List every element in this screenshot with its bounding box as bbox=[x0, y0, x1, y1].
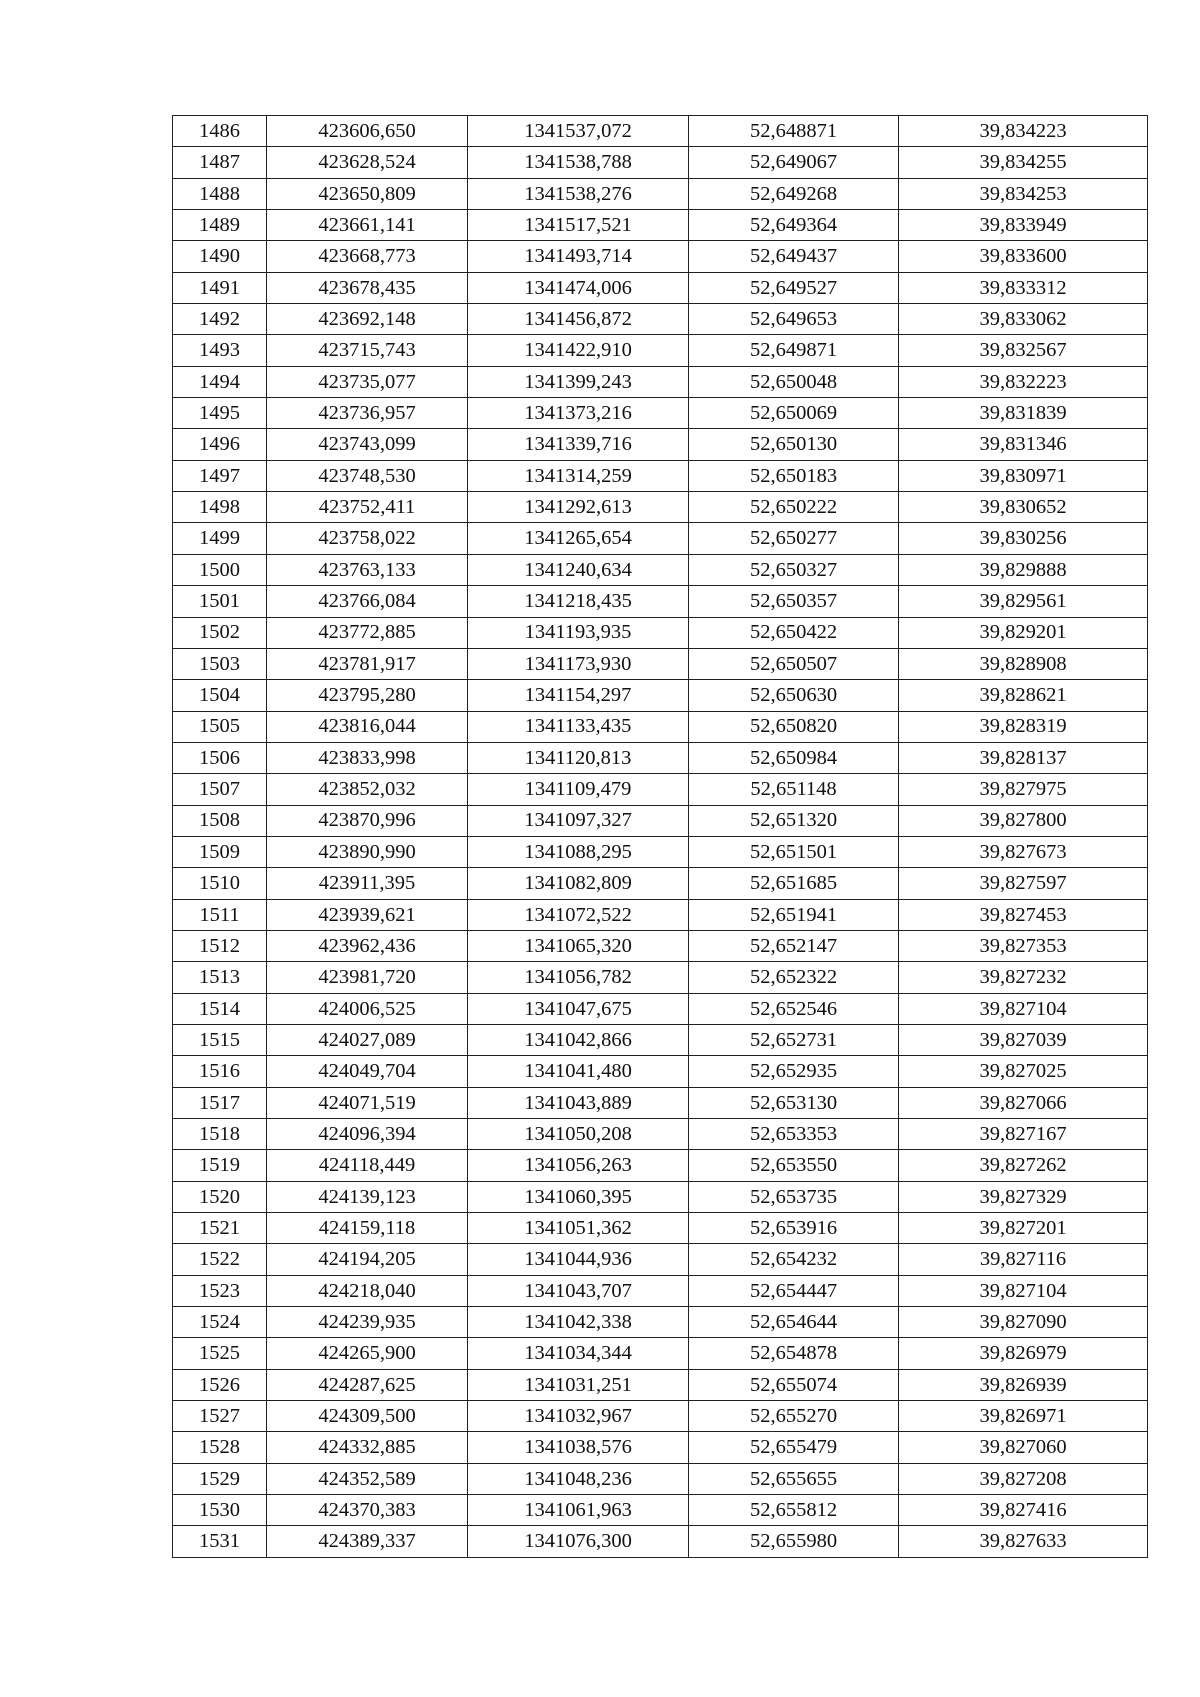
longitude-cell: 39,827800 bbox=[899, 805, 1148, 836]
x-coordinate-cell: 424049,704 bbox=[267, 1056, 468, 1087]
longitude-cell: 39,829888 bbox=[899, 554, 1148, 585]
x-coordinate-cell: 423939,621 bbox=[267, 899, 468, 930]
table-row bbox=[173, 805, 1148, 836]
latitude-cell: 52,651501 bbox=[689, 836, 899, 867]
longitude-cell: 39,827090 bbox=[899, 1307, 1148, 1338]
x-coordinate-cell: 423795,280 bbox=[267, 680, 468, 711]
point-number-cell: 1517 bbox=[173, 1087, 267, 1118]
latitude-cell: 52,655655 bbox=[689, 1463, 899, 1494]
point-number-cell: 1512 bbox=[173, 930, 267, 961]
point-number-cell: 1494 bbox=[173, 366, 267, 397]
x-coordinate-cell: 424194,205 bbox=[267, 1244, 468, 1275]
latitude-cell: 52,652322 bbox=[689, 962, 899, 993]
x-coordinate-cell: 423715,743 bbox=[267, 335, 468, 366]
latitude-cell: 52,650422 bbox=[689, 617, 899, 648]
longitude-cell: 39,834223 bbox=[899, 116, 1148, 147]
longitude-cell: 39,831346 bbox=[899, 429, 1148, 460]
point-number-cell: 1528 bbox=[173, 1432, 267, 1463]
y-coordinate-cell: 1341120,813 bbox=[468, 742, 689, 773]
x-coordinate-cell: 424309,500 bbox=[267, 1401, 468, 1432]
point-number-cell: 1487 bbox=[173, 147, 267, 178]
point-number-cell: 1522 bbox=[173, 1244, 267, 1275]
y-coordinate-cell: 1341493,714 bbox=[468, 241, 689, 272]
point-number-cell: 1507 bbox=[173, 774, 267, 805]
latitude-cell: 52,654644 bbox=[689, 1307, 899, 1338]
x-coordinate-cell: 423748,530 bbox=[267, 460, 468, 491]
y-coordinate-cell: 1341538,788 bbox=[468, 147, 689, 178]
table-row bbox=[173, 492, 1148, 523]
point-number-cell: 1523 bbox=[173, 1275, 267, 1306]
x-coordinate-cell: 423870,996 bbox=[267, 805, 468, 836]
longitude-cell: 39,827416 bbox=[899, 1495, 1148, 1526]
point-number-cell: 1486 bbox=[173, 116, 267, 147]
y-coordinate-cell: 1341193,935 bbox=[468, 617, 689, 648]
y-coordinate-cell: 1341043,889 bbox=[468, 1087, 689, 1118]
point-number-cell: 1526 bbox=[173, 1369, 267, 1400]
table-row bbox=[173, 241, 1148, 272]
latitude-cell: 52,650130 bbox=[689, 429, 899, 460]
y-coordinate-cell: 1341240,634 bbox=[468, 554, 689, 585]
table-row bbox=[173, 366, 1148, 397]
x-coordinate-cell: 423781,917 bbox=[267, 648, 468, 679]
latitude-cell: 52,654878 bbox=[689, 1338, 899, 1369]
y-coordinate-cell: 1341538,276 bbox=[468, 178, 689, 209]
y-coordinate-cell: 1341109,479 bbox=[468, 774, 689, 805]
latitude-cell: 52,654232 bbox=[689, 1244, 899, 1275]
longitude-cell: 39,827232 bbox=[899, 962, 1148, 993]
x-coordinate-cell: 423833,998 bbox=[267, 742, 468, 773]
y-coordinate-cell: 1341050,208 bbox=[468, 1119, 689, 1150]
latitude-cell: 52,653130 bbox=[689, 1087, 899, 1118]
y-coordinate-cell: 1341034,344 bbox=[468, 1338, 689, 1369]
longitude-cell: 39,827262 bbox=[899, 1150, 1148, 1181]
point-number-cell: 1501 bbox=[173, 586, 267, 617]
x-coordinate-cell: 423650,809 bbox=[267, 178, 468, 209]
y-coordinate-cell: 1341292,613 bbox=[468, 492, 689, 523]
table-row bbox=[173, 711, 1148, 742]
point-number-cell: 1509 bbox=[173, 836, 267, 867]
point-number-cell: 1504 bbox=[173, 680, 267, 711]
longitude-cell: 39,826979 bbox=[899, 1338, 1148, 1369]
y-coordinate-cell: 1341038,576 bbox=[468, 1432, 689, 1463]
longitude-cell: 39,827353 bbox=[899, 930, 1148, 961]
point-number-cell: 1515 bbox=[173, 1024, 267, 1055]
x-coordinate-cell: 423661,141 bbox=[267, 210, 468, 241]
latitude-cell: 52,651685 bbox=[689, 868, 899, 899]
longitude-cell: 39,833312 bbox=[899, 272, 1148, 303]
table-row bbox=[173, 868, 1148, 899]
x-coordinate-cell: 423628,524 bbox=[267, 147, 468, 178]
table-row bbox=[173, 1087, 1148, 1118]
y-coordinate-cell: 1341056,263 bbox=[468, 1150, 689, 1181]
point-number-cell: 1495 bbox=[173, 398, 267, 429]
longitude-cell: 39,832567 bbox=[899, 335, 1148, 366]
x-coordinate-cell: 424096,394 bbox=[267, 1119, 468, 1150]
latitude-cell: 52,653353 bbox=[689, 1119, 899, 1150]
longitude-cell: 39,833600 bbox=[899, 241, 1148, 272]
latitude-cell: 52,649364 bbox=[689, 210, 899, 241]
table-row bbox=[173, 1213, 1148, 1244]
table-row bbox=[173, 962, 1148, 993]
table-row bbox=[173, 398, 1148, 429]
x-coordinate-cell: 424332,885 bbox=[267, 1432, 468, 1463]
x-coordinate-cell: 423735,077 bbox=[267, 366, 468, 397]
table-row bbox=[173, 147, 1148, 178]
longitude-cell: 39,828137 bbox=[899, 742, 1148, 773]
table-row bbox=[173, 335, 1148, 366]
longitude-cell: 39,827208 bbox=[899, 1463, 1148, 1494]
x-coordinate-cell: 424006,525 bbox=[267, 993, 468, 1024]
longitude-cell: 39,830971 bbox=[899, 460, 1148, 491]
y-coordinate-cell: 1341537,072 bbox=[468, 116, 689, 147]
latitude-cell: 52,650820 bbox=[689, 711, 899, 742]
x-coordinate-cell: 423752,411 bbox=[267, 492, 468, 523]
table-row bbox=[173, 210, 1148, 241]
latitude-cell: 52,652546 bbox=[689, 993, 899, 1024]
y-coordinate-cell: 1341373,216 bbox=[468, 398, 689, 429]
table-row bbox=[173, 680, 1148, 711]
latitude-cell: 52,650222 bbox=[689, 492, 899, 523]
point-number-cell: 1525 bbox=[173, 1338, 267, 1369]
y-coordinate-cell: 1341061,963 bbox=[468, 1495, 689, 1526]
x-coordinate-cell: 424370,383 bbox=[267, 1495, 468, 1526]
point-number-cell: 1521 bbox=[173, 1213, 267, 1244]
y-coordinate-cell: 1341517,521 bbox=[468, 210, 689, 241]
y-coordinate-cell: 1341060,395 bbox=[468, 1181, 689, 1212]
longitude-cell: 39,827633 bbox=[899, 1526, 1148, 1557]
latitude-cell: 52,650327 bbox=[689, 554, 899, 585]
latitude-cell: 52,653735 bbox=[689, 1181, 899, 1212]
table-row bbox=[173, 1275, 1148, 1306]
table-row bbox=[173, 1338, 1148, 1369]
longitude-cell: 39,826971 bbox=[899, 1401, 1148, 1432]
latitude-cell: 52,650507 bbox=[689, 648, 899, 679]
y-coordinate-cell: 1341218,435 bbox=[468, 586, 689, 617]
y-coordinate-cell: 1341042,866 bbox=[468, 1024, 689, 1055]
table-row bbox=[173, 429, 1148, 460]
longitude-cell: 39,827116 bbox=[899, 1244, 1148, 1275]
longitude-cell: 39,828621 bbox=[899, 680, 1148, 711]
x-coordinate-cell: 423668,773 bbox=[267, 241, 468, 272]
x-coordinate-cell: 424389,337 bbox=[267, 1526, 468, 1557]
table-row bbox=[173, 930, 1148, 961]
table-row bbox=[173, 460, 1148, 491]
longitude-cell: 39,831839 bbox=[899, 398, 1148, 429]
table-row bbox=[173, 648, 1148, 679]
x-coordinate-cell: 423743,099 bbox=[267, 429, 468, 460]
point-number-cell: 1498 bbox=[173, 492, 267, 523]
y-coordinate-cell: 1341048,236 bbox=[468, 1463, 689, 1494]
y-coordinate-cell: 1341032,967 bbox=[468, 1401, 689, 1432]
latitude-cell: 52,655479 bbox=[689, 1432, 899, 1463]
longitude-cell: 39,826939 bbox=[899, 1369, 1148, 1400]
table-row bbox=[173, 586, 1148, 617]
y-coordinate-cell: 1341072,522 bbox=[468, 899, 689, 930]
table-row bbox=[173, 1463, 1148, 1494]
latitude-cell: 52,649437 bbox=[689, 241, 899, 272]
table-row bbox=[173, 1181, 1148, 1212]
y-coordinate-cell: 1341154,297 bbox=[468, 680, 689, 711]
latitude-cell: 52,653916 bbox=[689, 1213, 899, 1244]
table-row bbox=[173, 1401, 1148, 1432]
longitude-cell: 39,827060 bbox=[899, 1432, 1148, 1463]
coordinates-table-body bbox=[173, 116, 1148, 1558]
latitude-cell: 52,652147 bbox=[689, 930, 899, 961]
point-number-cell: 1527 bbox=[173, 1401, 267, 1432]
y-coordinate-cell: 1341265,654 bbox=[468, 523, 689, 554]
table-row bbox=[173, 617, 1148, 648]
latitude-cell: 52,655270 bbox=[689, 1401, 899, 1432]
longitude-cell: 39,827329 bbox=[899, 1181, 1148, 1212]
point-number-cell: 1497 bbox=[173, 460, 267, 491]
longitude-cell: 39,828319 bbox=[899, 711, 1148, 742]
point-number-cell: 1490 bbox=[173, 241, 267, 272]
y-coordinate-cell: 1341051,362 bbox=[468, 1213, 689, 1244]
x-coordinate-cell: 423911,395 bbox=[267, 868, 468, 899]
point-number-cell: 1529 bbox=[173, 1463, 267, 1494]
coordinates-table bbox=[172, 115, 1148, 1558]
table-row bbox=[173, 1369, 1148, 1400]
longitude-cell: 39,834253 bbox=[899, 178, 1148, 209]
latitude-cell: 52,655074 bbox=[689, 1369, 899, 1400]
x-coordinate-cell: 424265,900 bbox=[267, 1338, 468, 1369]
x-coordinate-cell: 423772,885 bbox=[267, 617, 468, 648]
point-number-cell: 1513 bbox=[173, 962, 267, 993]
latitude-cell: 52,650069 bbox=[689, 398, 899, 429]
x-coordinate-cell: 423852,032 bbox=[267, 774, 468, 805]
latitude-cell: 52,649067 bbox=[689, 147, 899, 178]
table-row bbox=[173, 1024, 1148, 1055]
point-number-cell: 1514 bbox=[173, 993, 267, 1024]
latitude-cell: 52,655980 bbox=[689, 1526, 899, 1557]
point-number-cell: 1511 bbox=[173, 899, 267, 930]
x-coordinate-cell: 424352,589 bbox=[267, 1463, 468, 1494]
y-coordinate-cell: 1341056,782 bbox=[468, 962, 689, 993]
table-row bbox=[173, 1307, 1148, 1338]
point-number-cell: 1531 bbox=[173, 1526, 267, 1557]
point-number-cell: 1499 bbox=[173, 523, 267, 554]
x-coordinate-cell: 424287,625 bbox=[267, 1369, 468, 1400]
longitude-cell: 39,827597 bbox=[899, 868, 1148, 899]
longitude-cell: 39,830652 bbox=[899, 492, 1148, 523]
y-coordinate-cell: 1341173,930 bbox=[468, 648, 689, 679]
latitude-cell: 52,651320 bbox=[689, 805, 899, 836]
x-coordinate-cell: 424218,040 bbox=[267, 1275, 468, 1306]
longitude-cell: 39,827025 bbox=[899, 1056, 1148, 1087]
point-number-cell: 1488 bbox=[173, 178, 267, 209]
point-number-cell: 1503 bbox=[173, 648, 267, 679]
y-coordinate-cell: 1341097,327 bbox=[468, 805, 689, 836]
point-number-cell: 1520 bbox=[173, 1181, 267, 1212]
y-coordinate-cell: 1341041,480 bbox=[468, 1056, 689, 1087]
y-coordinate-cell: 1341339,716 bbox=[468, 429, 689, 460]
x-coordinate-cell: 423962,436 bbox=[267, 930, 468, 961]
point-number-cell: 1492 bbox=[173, 304, 267, 335]
x-coordinate-cell: 424159,118 bbox=[267, 1213, 468, 1244]
latitude-cell: 52,650048 bbox=[689, 366, 899, 397]
point-number-cell: 1491 bbox=[173, 272, 267, 303]
x-coordinate-cell: 423981,720 bbox=[267, 962, 468, 993]
x-coordinate-cell: 424027,089 bbox=[267, 1024, 468, 1055]
x-coordinate-cell: 424118,449 bbox=[267, 1150, 468, 1181]
x-coordinate-cell: 423678,435 bbox=[267, 272, 468, 303]
longitude-cell: 39,827066 bbox=[899, 1087, 1148, 1118]
x-coordinate-cell: 423606,650 bbox=[267, 116, 468, 147]
longitude-cell: 39,827104 bbox=[899, 993, 1148, 1024]
latitude-cell: 52,654447 bbox=[689, 1275, 899, 1306]
table-row bbox=[173, 1244, 1148, 1275]
latitude-cell: 52,653550 bbox=[689, 1150, 899, 1181]
table-row bbox=[173, 554, 1148, 585]
longitude-cell: 39,827453 bbox=[899, 899, 1148, 930]
point-number-cell: 1519 bbox=[173, 1150, 267, 1181]
y-coordinate-cell: 1341043,707 bbox=[468, 1275, 689, 1306]
y-coordinate-cell: 1341456,872 bbox=[468, 304, 689, 335]
longitude-cell: 39,834255 bbox=[899, 147, 1148, 178]
table-row bbox=[173, 1150, 1148, 1181]
longitude-cell: 39,827201 bbox=[899, 1213, 1148, 1244]
point-number-cell: 1516 bbox=[173, 1056, 267, 1087]
x-coordinate-cell: 423736,957 bbox=[267, 398, 468, 429]
longitude-cell: 39,827975 bbox=[899, 774, 1148, 805]
latitude-cell: 52,649268 bbox=[689, 178, 899, 209]
x-coordinate-cell: 424071,519 bbox=[267, 1087, 468, 1118]
table-row bbox=[173, 1526, 1148, 1557]
point-number-cell: 1489 bbox=[173, 210, 267, 241]
longitude-cell: 39,829201 bbox=[899, 617, 1148, 648]
x-coordinate-cell: 424239,935 bbox=[267, 1307, 468, 1338]
latitude-cell: 52,650357 bbox=[689, 586, 899, 617]
table-row bbox=[173, 178, 1148, 209]
table-row bbox=[173, 1432, 1148, 1463]
y-coordinate-cell: 1341031,251 bbox=[468, 1369, 689, 1400]
longitude-cell: 39,827167 bbox=[899, 1119, 1148, 1150]
table-row bbox=[173, 523, 1148, 554]
longitude-cell: 39,833062 bbox=[899, 304, 1148, 335]
longitude-cell: 39,828908 bbox=[899, 648, 1148, 679]
latitude-cell: 52,649871 bbox=[689, 335, 899, 366]
point-number-cell: 1505 bbox=[173, 711, 267, 742]
y-coordinate-cell: 1341076,300 bbox=[468, 1526, 689, 1557]
latitude-cell: 52,652731 bbox=[689, 1024, 899, 1055]
latitude-cell: 52,652935 bbox=[689, 1056, 899, 1087]
table-row bbox=[173, 1119, 1148, 1150]
y-coordinate-cell: 1341042,338 bbox=[468, 1307, 689, 1338]
point-number-cell: 1496 bbox=[173, 429, 267, 460]
latitude-cell: 52,651148 bbox=[689, 774, 899, 805]
table-row bbox=[173, 993, 1148, 1024]
point-number-cell: 1508 bbox=[173, 805, 267, 836]
y-coordinate-cell: 1341082,809 bbox=[468, 868, 689, 899]
y-coordinate-cell: 1341088,295 bbox=[468, 836, 689, 867]
x-coordinate-cell: 423766,084 bbox=[267, 586, 468, 617]
y-coordinate-cell: 1341399,243 bbox=[468, 366, 689, 397]
x-coordinate-cell: 423890,990 bbox=[267, 836, 468, 867]
table-row bbox=[173, 774, 1148, 805]
latitude-cell: 52,651941 bbox=[689, 899, 899, 930]
point-number-cell: 1510 bbox=[173, 868, 267, 899]
point-number-cell: 1500 bbox=[173, 554, 267, 585]
longitude-cell: 39,827673 bbox=[899, 836, 1148, 867]
point-number-cell: 1493 bbox=[173, 335, 267, 366]
table-row bbox=[173, 836, 1148, 867]
point-number-cell: 1502 bbox=[173, 617, 267, 648]
table-row bbox=[173, 899, 1148, 930]
point-number-cell: 1518 bbox=[173, 1119, 267, 1150]
y-coordinate-cell: 1341044,936 bbox=[468, 1244, 689, 1275]
table-row bbox=[173, 1495, 1148, 1526]
latitude-cell: 52,650183 bbox=[689, 460, 899, 491]
longitude-cell: 39,829561 bbox=[899, 586, 1148, 617]
x-coordinate-cell: 423692,148 bbox=[267, 304, 468, 335]
table-row bbox=[173, 1056, 1148, 1087]
x-coordinate-cell: 423763,133 bbox=[267, 554, 468, 585]
y-coordinate-cell: 1341314,259 bbox=[468, 460, 689, 491]
point-number-cell: 1506 bbox=[173, 742, 267, 773]
table-row bbox=[173, 742, 1148, 773]
point-number-cell: 1524 bbox=[173, 1307, 267, 1338]
latitude-cell: 52,650630 bbox=[689, 680, 899, 711]
longitude-cell: 39,832223 bbox=[899, 366, 1148, 397]
latitude-cell: 52,650984 bbox=[689, 742, 899, 773]
y-coordinate-cell: 1341422,910 bbox=[468, 335, 689, 366]
y-coordinate-cell: 1341065,320 bbox=[468, 930, 689, 961]
x-coordinate-cell: 423758,022 bbox=[267, 523, 468, 554]
latitude-cell: 52,650277 bbox=[689, 523, 899, 554]
latitude-cell: 52,648871 bbox=[689, 116, 899, 147]
y-coordinate-cell: 1341133,435 bbox=[468, 711, 689, 742]
table-row bbox=[173, 272, 1148, 303]
longitude-cell: 39,830256 bbox=[899, 523, 1148, 554]
y-coordinate-cell: 1341474,006 bbox=[468, 272, 689, 303]
latitude-cell: 52,649653 bbox=[689, 304, 899, 335]
longitude-cell: 39,827104 bbox=[899, 1275, 1148, 1306]
latitude-cell: 52,649527 bbox=[689, 272, 899, 303]
table-row bbox=[173, 304, 1148, 335]
latitude-cell: 52,655812 bbox=[689, 1495, 899, 1526]
x-coordinate-cell: 423816,044 bbox=[267, 711, 468, 742]
table-row bbox=[173, 116, 1148, 147]
x-coordinate-cell: 424139,123 bbox=[267, 1181, 468, 1212]
longitude-cell: 39,827039 bbox=[899, 1024, 1148, 1055]
point-number-cell: 1530 bbox=[173, 1495, 267, 1526]
longitude-cell: 39,833949 bbox=[899, 210, 1148, 241]
y-coordinate-cell: 1341047,675 bbox=[468, 993, 689, 1024]
